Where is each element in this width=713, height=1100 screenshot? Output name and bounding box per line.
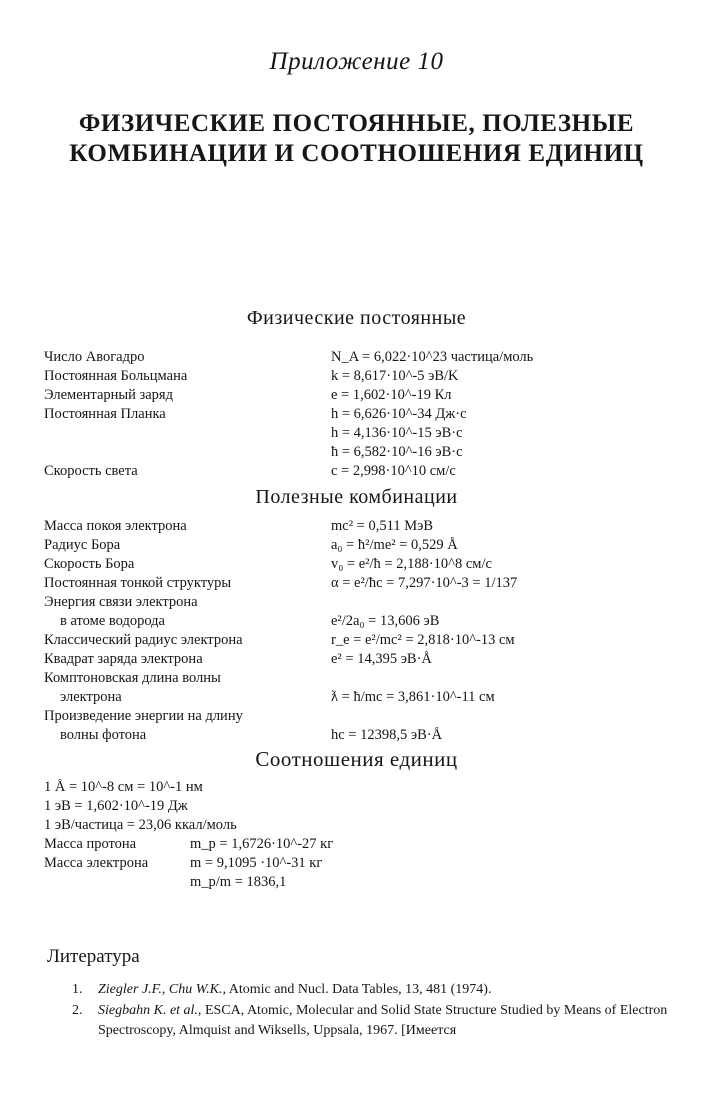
table-row — [0, 651, 713, 670]
table-row — [0, 708, 713, 727]
table-row — [0, 613, 713, 632]
table-row — [0, 689, 713, 708]
table-row — [0, 670, 713, 689]
reference-text: ESCA, Atomic, Molecular and Solid State Structure Studied by Means of Electron Spectroscopy, Almquist and Wiksells, Uppsala, 1967. [Имеется — [98, 1003, 668, 1038]
row-label: Элементарный заряд — [44, 387, 173, 403]
list-item — [44, 836, 334, 853]
row-value: a₀ = ħ²/me² = 0,529 Å — [331, 537, 458, 553]
row-value: e²/2a₀ = 13,606 эВ — [331, 613, 440, 629]
table-row — [0, 556, 713, 575]
row-value: e² = 14,395 эВ·Å — [331, 651, 432, 667]
row-label: Энергия связи электрона — [44, 594, 198, 610]
relation-label: Масса протона — [44, 836, 137, 852]
row-value: α = e²/ħc = 7,297·10^-3 = 1/137 — [331, 575, 518, 591]
row-label: электрона — [60, 689, 122, 705]
page-title-line-1: ФИЗИЧЕСКИЕ ПОСТОЯННЫЕ, ПОЛЕЗНЫЕ — [78, 110, 635, 137]
row-label: Произведение энергии на длину — [44, 708, 243, 724]
table-row — [0, 727, 713, 746]
table-row — [0, 537, 713, 556]
row-value: hc = 12398,5 эВ·Å — [331, 727, 443, 743]
row-label: Классический радиус электрона — [44, 632, 243, 648]
table-row — [0, 463, 713, 482]
relation-value: m_p = 1,6726·10^-27 кг — [190, 836, 334, 852]
list-item — [44, 798, 188, 815]
section-heading-constants: Физические постоянные — [246, 307, 467, 329]
row-label: Постоянная Планка — [44, 406, 166, 422]
row-value: ƛ = ħ/mc = 3,861·10^-11 см — [331, 689, 495, 705]
row-label: Число Авогадро — [44, 349, 145, 365]
relation-value: m_p/m = 1836,1 — [190, 874, 287, 890]
row-label: Масса покоя электрона — [44, 518, 187, 534]
row-label: Квадрат заряда электрона — [44, 651, 203, 667]
table-row — [0, 444, 713, 463]
table-row — [0, 575, 713, 594]
literature-heading: Литература — [47, 946, 140, 967]
row-label: Постоянная тонкой структуры — [44, 575, 232, 591]
table-row — [0, 425, 713, 444]
relation-label: 1 эВ = 1,602·10^-19 Дж — [44, 798, 188, 814]
reference-number: 1. — [72, 982, 83, 997]
reference-authors: Ziegler J.F., Chu W.K., — [98, 982, 226, 997]
relation-label: 1 Å = 10^-8 см = 10^-1 нм — [44, 779, 203, 795]
row-value: v₀ = e²/ħ = 2,188·10^8 см/с — [331, 556, 492, 572]
row-value: h = 6,626·10^-34 Дж·с — [331, 406, 467, 422]
reference-text: Atomic and Nucl. Data Tables, 13, 481 (1974). — [228, 982, 492, 997]
table-row — [0, 349, 713, 368]
row-value: ħ = 6,582·10^-16 эВ·с — [331, 444, 463, 460]
row-label: в атоме водорода — [60, 613, 165, 629]
list-item — [44, 817, 237, 834]
row-label: Скорость света — [44, 463, 138, 479]
table-row — [0, 632, 713, 651]
row-label: волны фотона — [60, 727, 147, 743]
reference-number: 2. — [72, 1003, 83, 1018]
table-row — [0, 518, 713, 537]
relation-label: Масса электрона — [44, 855, 149, 871]
row-label: Радиус Бора — [44, 537, 121, 553]
row-value: N_A = 6,022·10^23 частица/моль — [331, 349, 534, 365]
table-row — [0, 594, 713, 613]
row-value: r_e = e²/mc² = 2,818·10^-13 см — [331, 632, 515, 648]
row-value: h = 4,136·10^-15 эВ·с — [331, 425, 463, 441]
row-value: k = 8,617·10^-5 эВ/K — [331, 368, 459, 384]
table-row — [0, 406, 713, 425]
row-label: Постоянная Больцмана — [44, 368, 188, 384]
list-item — [44, 855, 323, 872]
section-heading-relations: Соотношения единиц — [255, 747, 458, 771]
table-row — [0, 368, 713, 387]
list-item — [44, 779, 203, 796]
row-label: Комптоновская длина волны — [44, 670, 221, 686]
row-value: mc² = 0,511 МэВ — [331, 518, 433, 534]
row-value: c = 2,998·10^10 см/с — [331, 463, 456, 479]
section-heading-combinations: Полезные комбинации — [255, 486, 458, 508]
row-label: Скорость Бора — [44, 556, 135, 572]
table-row — [0, 387, 713, 406]
relation-label: 1 эВ/частица = 23,06 ккал/моль — [44, 817, 237, 833]
appendix-label: Приложение 10 — [269, 48, 444, 75]
relation-value: m = 9,1095 ·10^-31 кг — [190, 855, 323, 871]
page-title-line-2: КОМБИНАЦИИ И СООТНОШЕНИЯ ЕДИНИЦ — [69, 140, 644, 167]
row-value: e = 1,602·10^-19 Кл — [331, 387, 452, 403]
reference-authors: Siegbahn K. et al., — [98, 1003, 202, 1018]
